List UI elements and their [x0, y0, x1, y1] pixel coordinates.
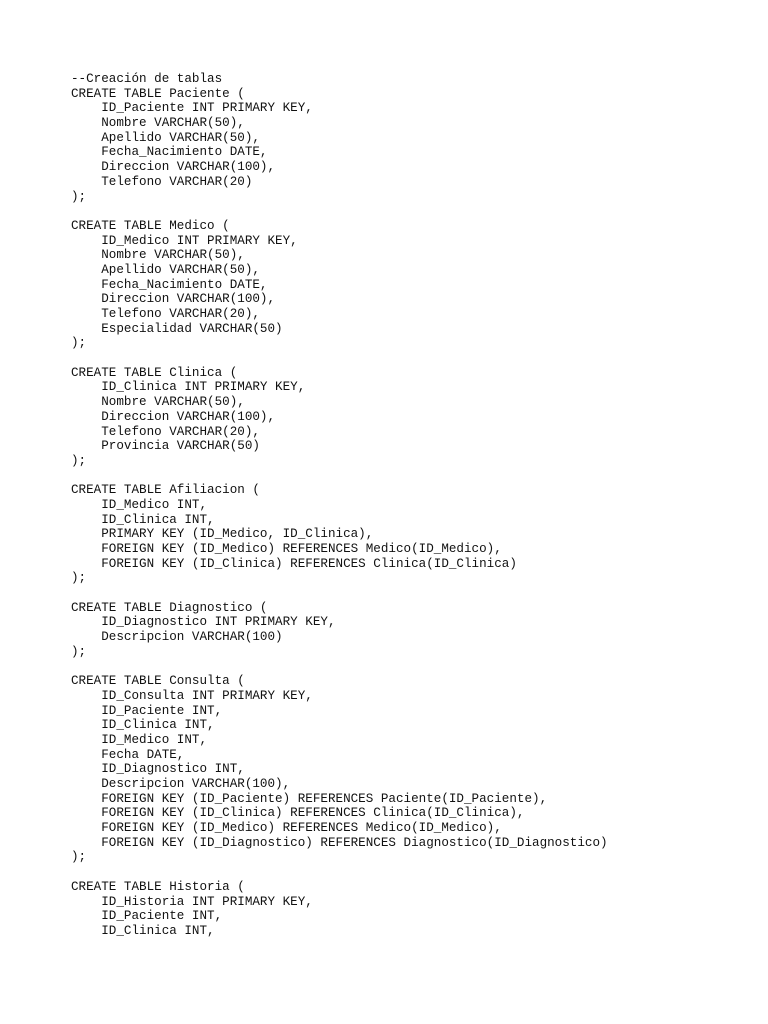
code-line: );	[71, 336, 87, 351]
code-line: Telefono VARCHAR(20),	[71, 307, 260, 321]
document-page	[71, 72, 751, 939]
code-line: CREATE TABLE Clinica (	[71, 365, 238, 380]
code-line: FOREIGN KEY (ID_Paciente) REFERENCES Paciente(ID_Paciente),	[71, 791, 548, 806]
code-line: FOREIGN KEY (ID_Medico) REFERENCES Medico(ID_Medico),	[71, 821, 502, 836]
code-line: );	[71, 644, 87, 659]
code-line: FOREIGN KEY (ID_Clinica) REFERENCES Clinica(ID_Clinica),	[71, 806, 525, 821]
code-line: Fecha_Nacimiento DATE,	[71, 145, 268, 160]
code-line: CREATE TABLE Paciente (	[71, 86, 245, 101]
code-line: ID_Clinica INT,	[71, 923, 215, 938]
code-line: ID_Historia INT PRIMARY KEY,	[71, 894, 313, 909]
code-line: Descripcion VARCHAR(100)	[71, 630, 283, 645]
code-line: Nombre VARCHAR(50),	[71, 395, 245, 410]
code-line: PRIMARY KEY (ID_Medico, ID_Clinica),	[71, 527, 374, 542]
code-line: );	[71, 850, 87, 865]
code-line	[71, 469, 751, 484]
code-line: );	[71, 453, 87, 468]
code-line	[71, 351, 751, 366]
code-line: ID_Diagnostico INT,	[71, 762, 245, 777]
code-line: Fecha_Nacimiento DATE,	[71, 277, 268, 292]
code-line: ID_Paciente INT,	[71, 909, 223, 924]
code-line: CREATE TABLE Consulta (	[71, 674, 245, 689]
code-line	[71, 865, 751, 880]
code-line: Provincia VARCHAR(50)	[71, 439, 260, 454]
sql-code-block	[71, 72, 751, 939]
code-line: CREATE TABLE Afiliacion (	[71, 483, 260, 498]
code-line: CREATE TABLE Historia (	[71, 879, 245, 894]
code-line: ID_Diagnostico INT PRIMARY KEY,	[71, 615, 336, 630]
code-line: );	[71, 571, 87, 586]
code-line: ID_Medico INT,	[71, 732, 208, 747]
code-line	[71, 660, 751, 675]
code-line	[71, 586, 751, 601]
code-line: FOREIGN KEY (ID_Medico) REFERENCES Medico(ID_Medico),	[71, 542, 502, 556]
code-line: CREATE TABLE Medico (	[71, 218, 230, 233]
code-line: FOREIGN KEY (ID_Clinica) REFERENCES Clinica(ID_Clinica)	[71, 556, 517, 571]
code-line: FOREIGN KEY (ID_Diagnostico) REFERENCES Diagnostico(ID_Diagnostico)	[71, 835, 608, 850]
code-line: Direccion VARCHAR(100),	[71, 409, 276, 424]
code-line: Fecha DATE,	[71, 747, 185, 762]
code-line: Nombre VARCHAR(50),	[71, 248, 245, 263]
code-line	[71, 204, 751, 219]
code-line: ID_Consulta INT PRIMARY KEY,	[71, 688, 313, 703]
code-line: Apellido VARCHAR(50),	[71, 130, 260, 145]
code-line: --Creación de tablas	[71, 72, 223, 86]
code-line: Telefono VARCHAR(20),	[71, 424, 260, 439]
code-line: Especialidad VARCHAR(50)	[71, 321, 283, 336]
code-line: ID_Medico INT PRIMARY KEY,	[71, 233, 298, 248]
code-line: ID_Paciente INT,	[71, 703, 223, 718]
code-line: );	[71, 189, 87, 204]
code-line: Descripcion VARCHAR(100),	[71, 777, 291, 791]
code-line: ID_Clinica INT PRIMARY KEY,	[71, 380, 306, 395]
code-line: Nombre VARCHAR(50),	[71, 116, 245, 131]
code-line: ID_Clinica INT,	[71, 718, 215, 733]
code-line: Telefono VARCHAR(20)	[71, 174, 253, 189]
code-line: ID_Medico INT,	[71, 497, 208, 512]
code-line: Apellido VARCHAR(50),	[71, 262, 260, 277]
code-line: Direccion VARCHAR(100),	[71, 160, 276, 175]
code-line: ID_Clinica INT,	[71, 512, 215, 527]
code-line: Direccion VARCHAR(100),	[71, 292, 276, 307]
code-line: CREATE TABLE Diagnostico (	[71, 600, 268, 615]
code-line: ID_Paciente INT PRIMARY KEY,	[71, 101, 313, 116]
